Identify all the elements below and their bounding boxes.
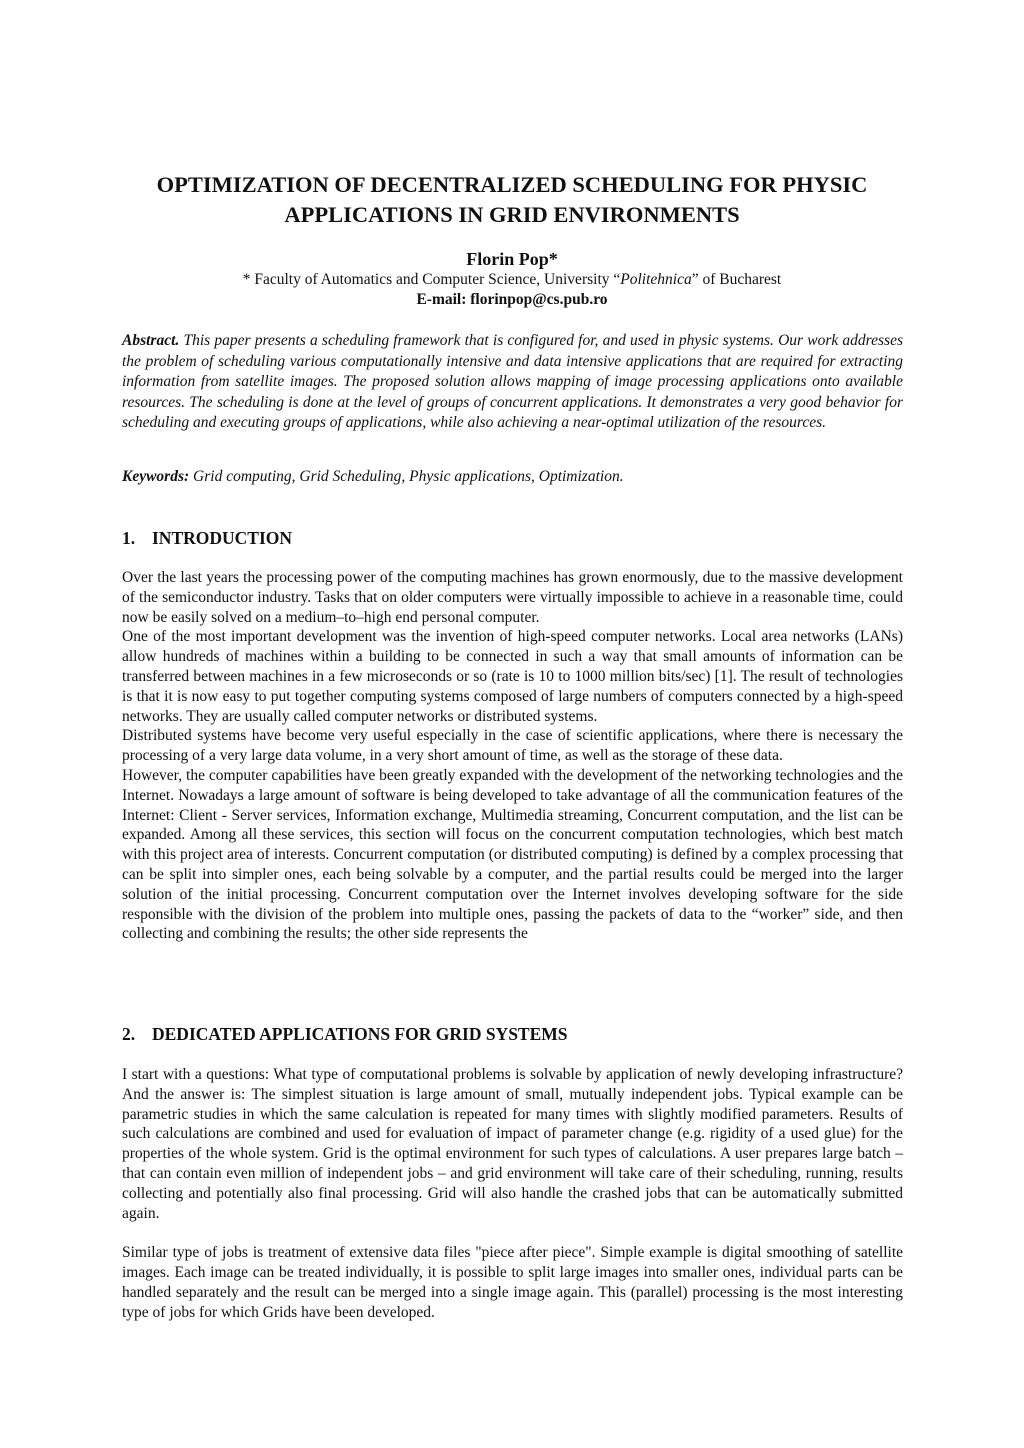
- paper-title: [100, 170, 924, 230]
- abstract-text: This paper presents a scheduling framework that is configured for, and used in physic systems. Our work addresses the problem of scheduling various computationally intensive and data intensive applications that are required for extracting information from satellite images. The proposed solution allows mapping of image processing applications onto available resources. The scheduling is done at the level of groups of concurrent applications. It demonstrates a very good behavior for scheduling and executing groups of applications, while also achieving a near-optimal utilization of the resources.: [122, 332, 903, 431]
- section-2-number: 2.: [122, 1024, 136, 1044]
- paragraph: One of the most important development was the invention of high-speed computer networks. Local area networks (LANs) allow hundreds of machines within a building to be connected in such a way that small amounts of information can be transferred between machines in a few microseconds or so (rate is 10 to 1000 million bits/sec) [1]. The result of technologies is that it is now easy to put together computing systems composed of large numbers of computers connected by a high-speed networks. They are usually called computer networks or distributed systems.: [122, 628, 903, 725]
- paragraph: Similar type of jobs is treatment of extensive data files "piece after piece". Simple example is digital smoothing of satellite images. Each image can be treated individually, it is possible to split large images into smaller ones, individual parts can be handled separately and the result can be merged into a single image again. This (parallel) processing is the most interesting type of jobs for which Grids have been developed.: [122, 1244, 903, 1321]
- keywords-label: Keywords:: [122, 468, 190, 485]
- paragraph: However, the computer capabilities have been greatly expanded with the development of the networking technologies and the Internet. Nowadays a large amount of software is being developed to take advantage of all the communication features of the Internet: Client - Server services, Information exchange, Multimedia streaming, Concurrent computation, and the list can be expanded. Among all these services, this section will focus on the concurrent computation technologies, which best match with this project area of interests. Concurrent computation (or distributed computing) is defined by a complex processing that can be split into simpler ones, each being solvable by a computer, and the partial results could be merged into the larger solution of the initial processing. Concurrent computation over the Internet involves developing software for the side responsible with the division of the problem into multiple ones, passing the packets of data to the “worker” side, and then collecting and combining the results; the other side represents the: [122, 766, 903, 943]
- author-email: E-mail: florinpop@cs.pub.ro: [416, 291, 608, 308]
- keywords: [122, 467, 903, 487]
- paragraph: Distributed systems have become very useful especially in the case of scientific applications, where there is necessary the processing of a very large data volume, in a very short amount of time, as well as the storage of these data.: [122, 727, 903, 765]
- abstract: [122, 331, 903, 434]
- author-name: Florin Pop*: [466, 249, 558, 269]
- abstract-label: Abstract.: [122, 332, 180, 349]
- section-1-body: [122, 568, 903, 944]
- author-affiliation: [80, 270, 944, 290]
- title-line-2: APPLICATIONS IN GRID ENVIRONMENTS: [284, 202, 740, 227]
- section-1-title: INTRODUCTION: [152, 528, 293, 548]
- section-2-heading: [122, 1023, 903, 1045]
- section-2-body: [122, 1065, 903, 1322]
- affiliation-suffix: ” of Bucharest: [691, 271, 782, 288]
- title-line-1: OPTIMIZATION OF DECENTRALIZED SCHEDULING FOR PHYSIC: [156, 172, 868, 197]
- section-1-heading: [122, 527, 903, 549]
- paragraph: Over the last years the processing power of the computing machines has grown enormously, due to the massive development of the semiconductor industry. Tasks that on older computers were virtually impossible to achieve in a reasonable time, could now be easily solved on a medium–to–high end personal computer.: [122, 569, 903, 626]
- section-2-title: DEDICATED APPLICATIONS FOR GRID SYSTEMS: [152, 1024, 568, 1044]
- section-1-number: 1.: [122, 528, 136, 548]
- keywords-text: Grid computing, Grid Scheduling, Physic applications, Optimization.: [189, 468, 624, 485]
- affiliation-university: Politehnica: [620, 271, 692, 288]
- paragraph: I start with a questions: What type of computational problems is solvable by application of newly developing infrastructure? And the answer is: The simplest situation is large amount of small, mutually independent jobs. Typical example can be parametric studies in which the same calculation is repeated for many times with slightly modified parameters. Results of such calculations are combined and used for evaluation of impact of parameter change (e.g. rigidity of a used glue) for the properties of the whole system. Grid is the optimal environment for such types of calculations. A user prepares large batch – that can contain even million of independent jobs – and grid environment will take care of their scheduling, running, results collecting and potentially also final processing. Grid will also handle the crashed jobs that can be automatically submitted again.: [122, 1066, 903, 1222]
- affiliation-prefix: * Faculty of Automatics and Computer Science, University “: [242, 271, 621, 288]
